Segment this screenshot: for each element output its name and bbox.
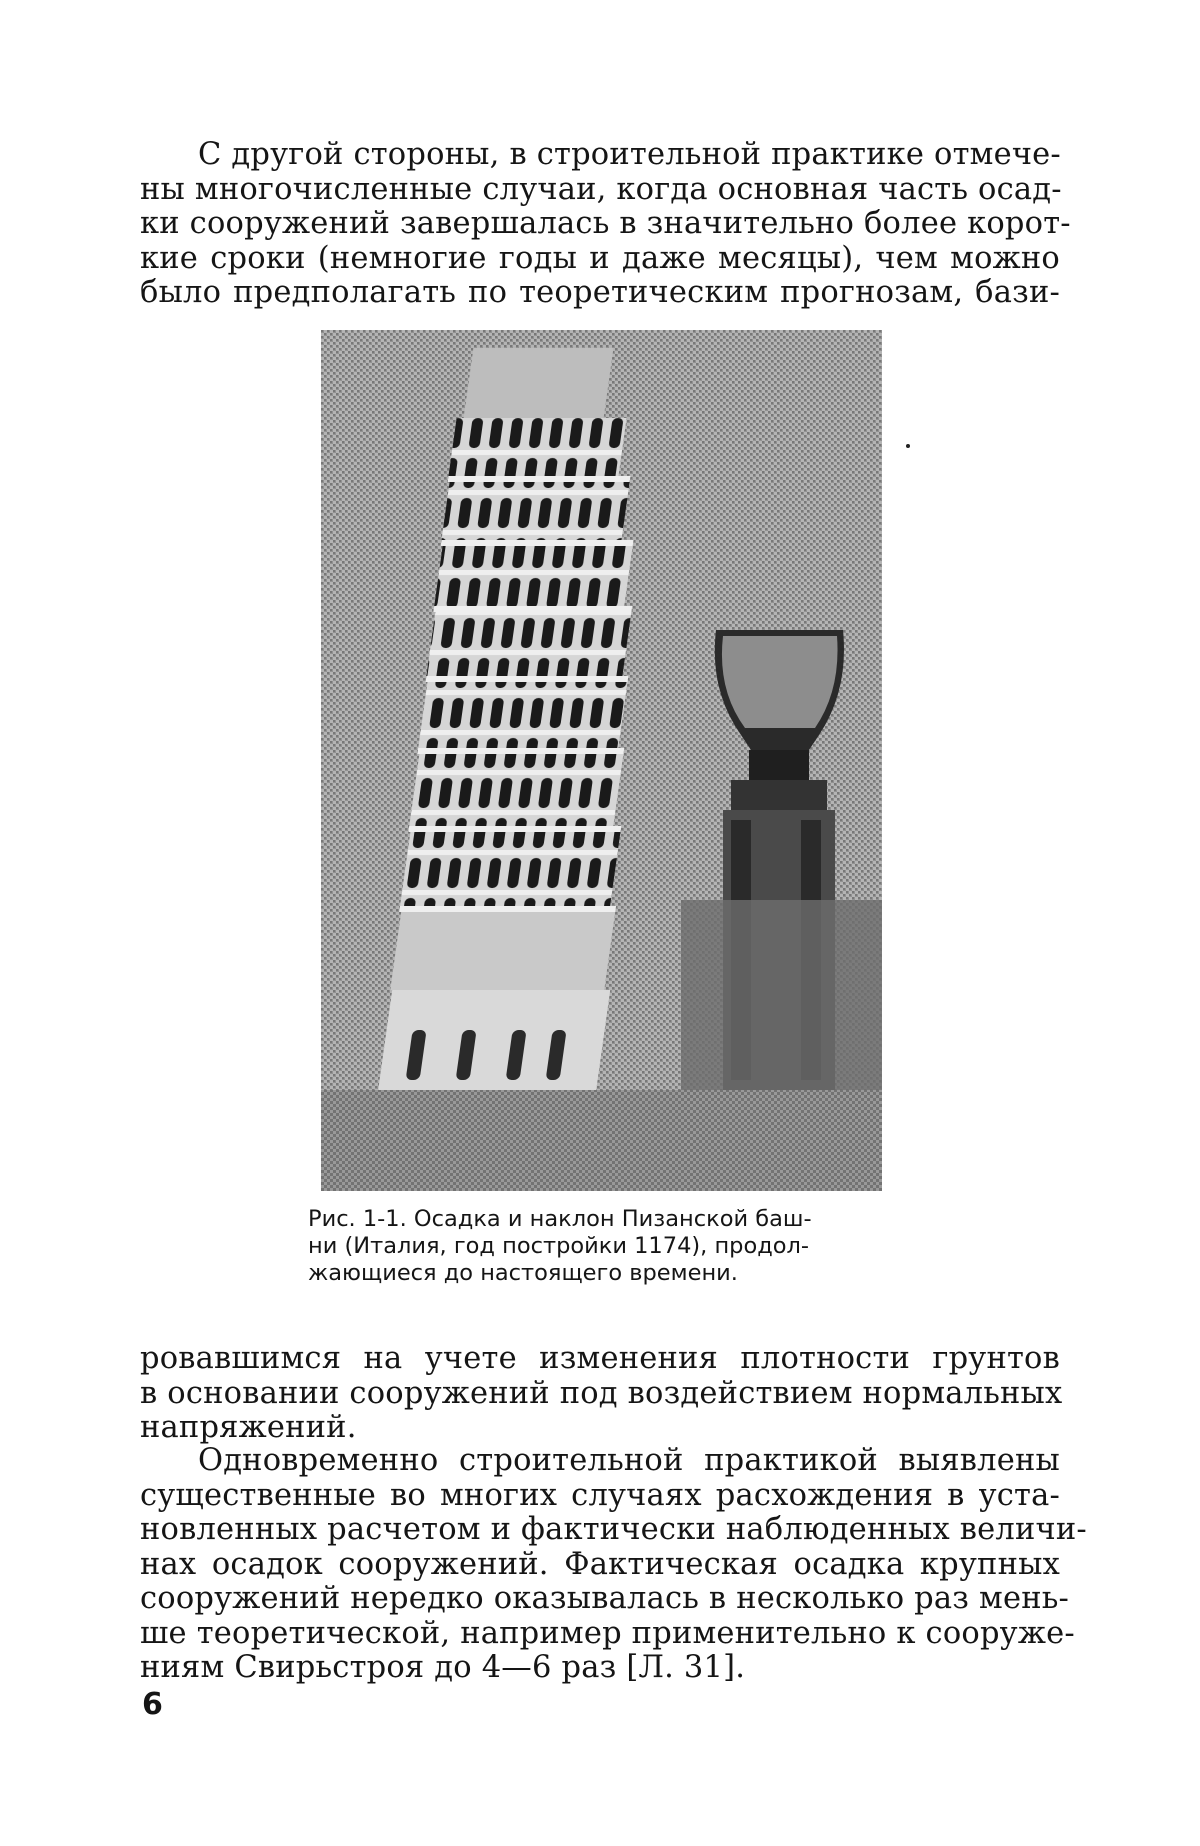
page-number: 6 <box>142 1687 163 1722</box>
paragraph-continued <box>140 1341 1063 1446</box>
text-line: было предполагать по теоретическим прогнозам, бази- <box>140 275 1060 310</box>
figure-leaning-tower-photo <box>321 330 882 1191</box>
text-line: ниям Свирьстроя до 4—6 раз [Л. 31]. <box>140 1650 746 1685</box>
caption-line: жающиеся до настоящего времени. <box>308 1260 738 1286</box>
text-line: Одновременно строительной практикой выявлены <box>198 1443 1060 1478</box>
paragraph-bottom <box>140 1443 1087 1686</box>
text-line: ше теоретической, например применительно к сооруже- <box>140 1615 1075 1651</box>
text-line: ки сооружений завершалась в значительно более корот- <box>140 206 1071 241</box>
text-line: в основании сооружений под воздействием нормальных <box>140 1375 1063 1411</box>
paragraph-top <box>140 137 1071 311</box>
caption-line: ни (Италия, год постройки 1174), продол- <box>308 1233 810 1259</box>
text-line: нах осадок сооружений. Фактическая осадка крупных <box>140 1546 1060 1582</box>
text-line: напряжений. <box>140 1410 357 1445</box>
print-speck <box>906 444 910 448</box>
caption-line: Рис. 1-1. Осадка и наклон Пизанской баш- <box>308 1206 812 1232</box>
text-line: С другой стороны, в строительной практике отмече- <box>198 137 1061 172</box>
text-line: новленных расчетом и фактически наблюденных величи- <box>140 1512 1087 1547</box>
text-line: ны многочисленные случаи, когда основная часть осад- <box>140 171 1062 207</box>
figure-caption <box>308 1206 908 1287</box>
text-line: кие сроки (немногие годы и даже месяцы), чем можно <box>140 240 1060 276</box>
tower-photo-illustration <box>321 330 882 1191</box>
text-line: ровавшимся на учете изменения плотности грунтов <box>140 1341 1060 1376</box>
text-line: сооружений нередко оказывалась в несколько раз мень- <box>140 1581 1070 1616</box>
text-line: существенные во многих случаях расхождения в уста- <box>140 1477 1060 1513</box>
